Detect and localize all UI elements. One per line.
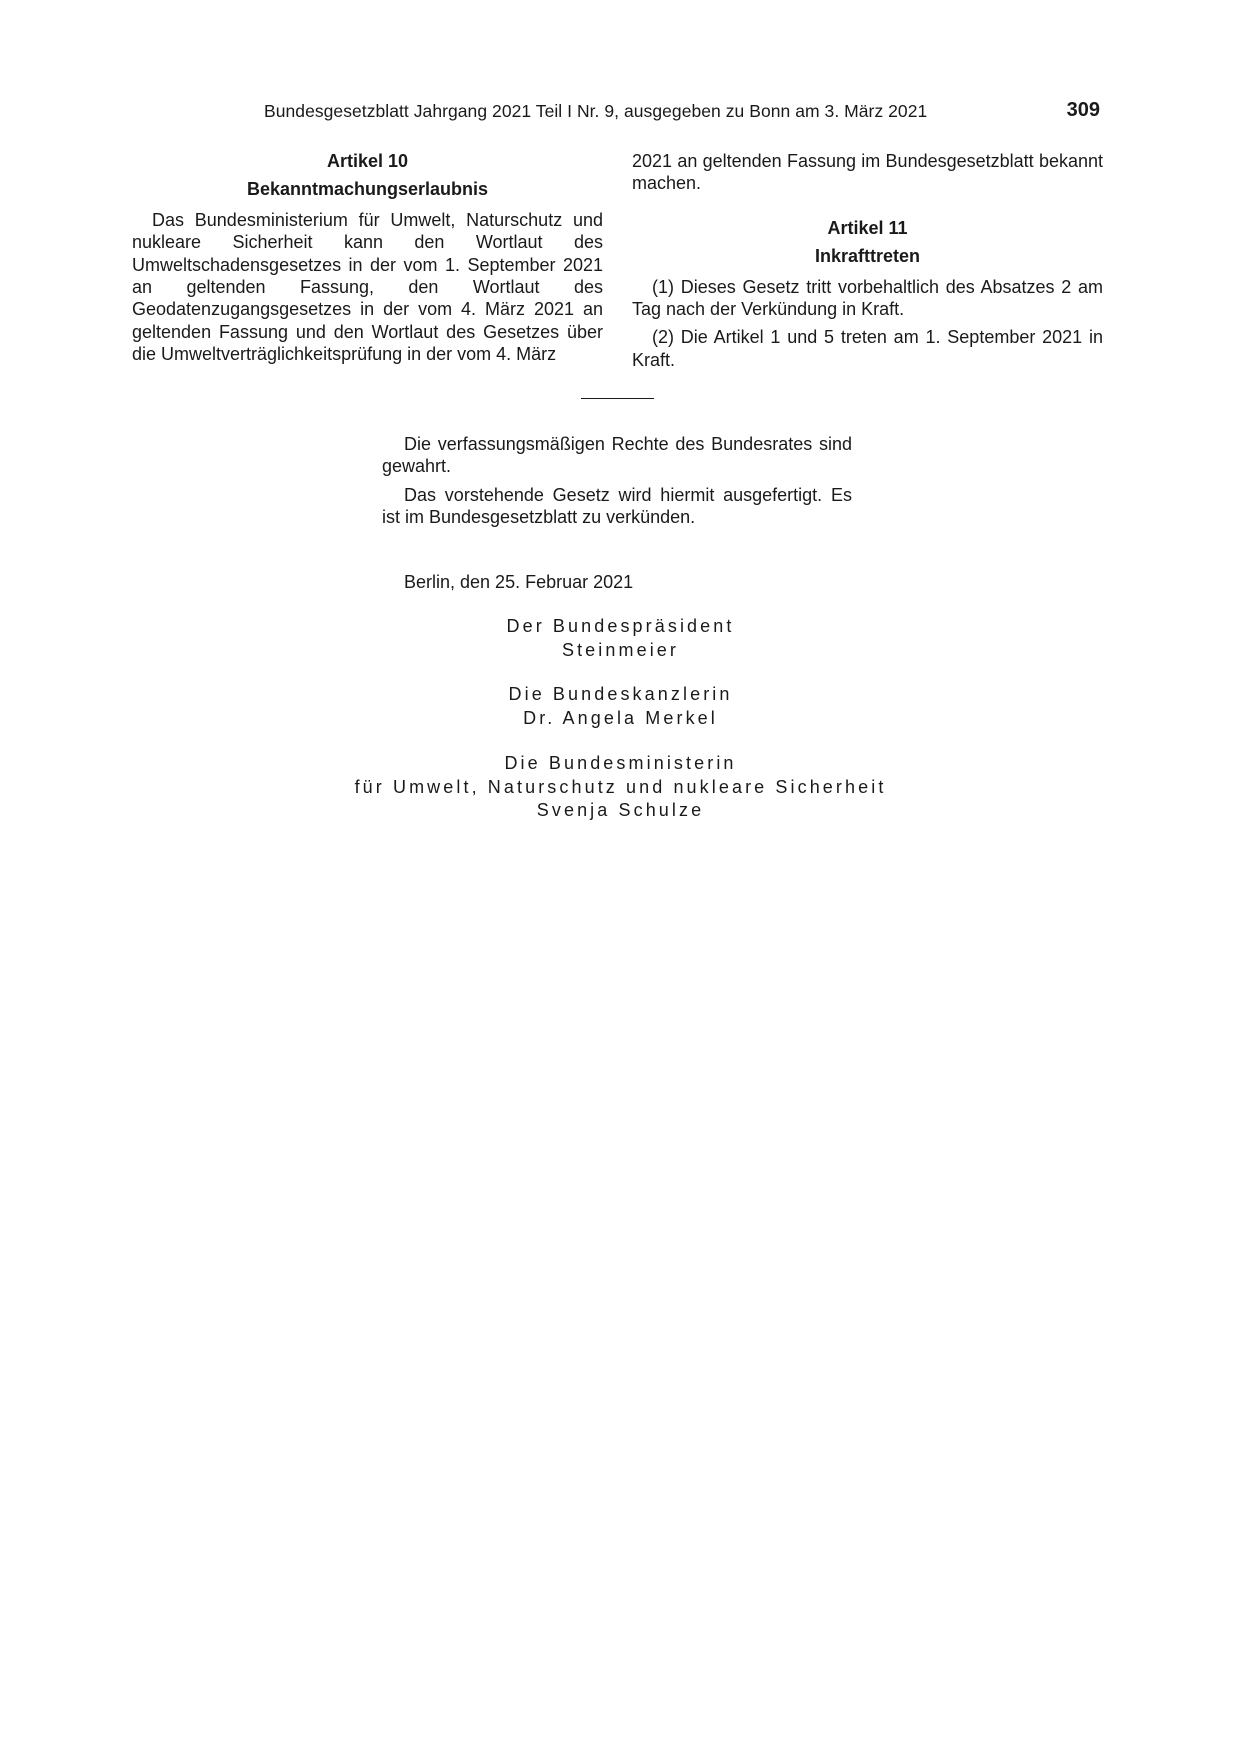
- signatory-name: Dr. Angela Merkel: [523, 707, 718, 728]
- running-title: Bundesgesetzblatt Jahrgang 2021 Teil I Nr. 9, ausgegeben zu Bonn am 3. März 2021: [264, 101, 928, 121]
- signatory-name: Steinmeier: [561, 639, 680, 660]
- artikel-11-heading: Artikel 11: [827, 217, 908, 238]
- artikel-10-title: Bekanntmachungserlaubnis: [246, 179, 489, 200]
- artikel-11-paragraph-2: (2) Die Artikel 1 und 5 treten am 1. September 2021 in Kraft.: [632, 327, 1103, 370]
- right-column: [632, 150, 1103, 371]
- left-column: [132, 150, 603, 366]
- signatory-role-line-2: für Umwelt, Naturschutz und nukleare Sicherheit: [354, 776, 887, 797]
- signature-block-minister: [0, 752, 1241, 823]
- artikel-11-paragraph-1: (1) Dieses Gesetz tritt vorbehaltlich des Absatzes 2 am Tag nach der Verkündung in Kraft.: [632, 276, 1103, 320]
- artikel-10-heading: Artikel 10: [326, 151, 409, 171]
- signatory-role: Die Bundesministerin: [504, 753, 737, 773]
- bundesrat-rights-text: Die verfassungsmäßigen Rechte des Bundesrates sind gewahrt.: [382, 434, 852, 477]
- closing-formula: [382, 433, 852, 529]
- signatory-role: Der Bundespräsident: [506, 616, 735, 636]
- signatory-name: Svenja Schulze: [536, 800, 705, 820]
- signature-block-president: [0, 615, 1241, 662]
- artikel-11-title: Inkrafttreten: [814, 246, 921, 267]
- section-divider: [581, 398, 654, 399]
- artikel-10-continuation: 2021 an geltenden Fassung im Bundesgesetzblatt bekannt machen.: [632, 151, 1103, 194]
- enactment-text: Das vorstehende Gesetz wird hiermit ausgefertigt. Es ist im Bundesgesetzblatt zu verkünden.: [382, 484, 852, 528]
- running-header: [130, 99, 1100, 125]
- page-number: 309: [1066, 99, 1100, 121]
- signatory-role: Die Bundeskanzlerin: [508, 684, 733, 704]
- artikel-10-text: Das Bundesministerium für Umwelt, Naturschutz und nukleare Sicherheit kann den Wortlaut des Umweltschadensgesetzes in der vom 1. September 2021 an geltenden Fassung, den Wortlaut des Geodatenzugangsgesetzes in der vom 4. März 2021 an geltenden Fassung und den Wortlaut des Gesetzes über die Umweltverträglichkeitsprüfung in der vom 4. März: [132, 209, 603, 365]
- signature-block-chancellor: [0, 683, 1241, 730]
- place-date: Berlin, den 25. Februar 2021: [404, 572, 634, 592]
